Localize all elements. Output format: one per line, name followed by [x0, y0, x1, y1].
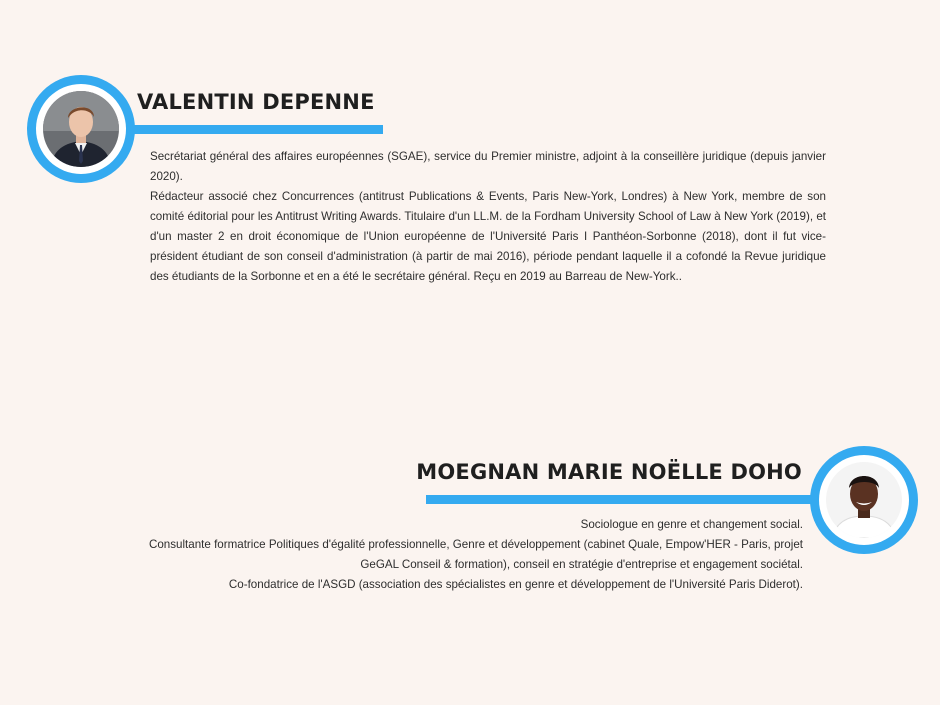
avatar-ring [27, 75, 135, 183]
bio-paragraph: Sociologue en genre et changement social. [580, 518, 803, 531]
avatar [826, 462, 902, 538]
accent-underline [128, 125, 383, 134]
avatar-ring [810, 446, 918, 554]
bio-text [150, 147, 826, 287]
bio-paragraph: Co-fondatrice de l'ASGD (association des spécialistes en genre et développement de l'Université Paris Diderot). [228, 578, 803, 591]
avatar [43, 91, 119, 167]
bio-text [110, 515, 803, 595]
person-name: VALENTIN DEPENNE [137, 90, 375, 114]
bio-paragraph: Secrétariat général des affaires européennes (SGAE), service du Premier ministre, adjoint à la conseillère juridique (depuis janvier 2020). [150, 150, 826, 183]
bio-paragraph: Rédacteur associé chez Concurrences (antitrust Publications & Events, Paris New-York, Londres) à New York, membre de son comité éditorial pour les Antitrust Writing Awards. Titulaire d'un LL.M. de la Fordham University School of Law à New York (2019), et d'un master 2 en droit économique de l'Union européenne de l'Université Paris I Panthéon-Sorbonne (2018), dont il fut vice-président étudiant de son conseil d'administration (à partir de mai 2016), période pendant laquelle il a cofondé la Revue juridique des étudiants de la Sorbonne et en a été le secrétaire général. Reçu en 2019 au Barreau de New-York.. [150, 190, 826, 283]
bio-paragraph: Consultante formatrice Politiques d'égalité professionnelle, Genre et développement (cabinet Quale, Empow'HER - Paris, projet GeGAL Conseil & formation), conseil en stratégie d'entreprise et engagement sociétal. [148, 538, 803, 571]
person-name: MOEGNAN MARIE NOËLLE DOHO [416, 460, 802, 484]
accent-underline [426, 495, 812, 504]
